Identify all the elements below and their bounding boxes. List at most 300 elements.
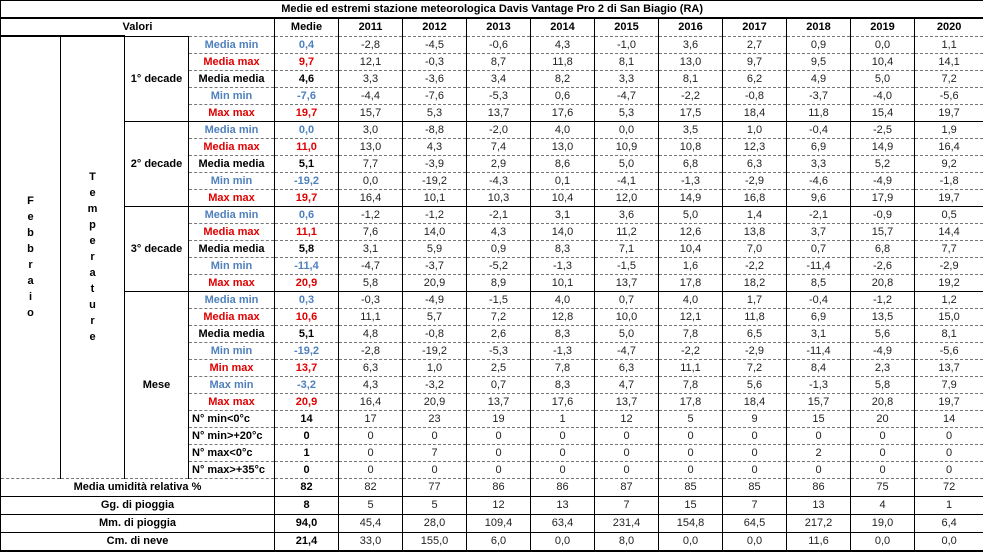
value-cell[interactable]: -4,7: [339, 257, 403, 274]
medie-cell[interactable]: 0: [275, 461, 339, 478]
value-cell[interactable]: 13,7: [595, 274, 659, 291]
value-cell[interactable]: 0: [403, 427, 467, 444]
value-cell[interactable]: 9,5: [787, 53, 851, 70]
value-cell[interactable]: -1,3: [787, 376, 851, 393]
value-cell[interactable]: 3,1: [531, 206, 595, 223]
value-cell[interactable]: -5,3: [467, 87, 531, 104]
value-cell[interactable]: -2,9: [723, 342, 787, 359]
value-cell[interactable]: -7,6: [403, 87, 467, 104]
value-cell[interactable]: 0: [659, 461, 723, 478]
value-cell[interactable]: -0,3: [339, 291, 403, 308]
value-cell[interactable]: 0: [851, 461, 915, 478]
value-cell[interactable]: 8,1: [595, 53, 659, 70]
value-cell[interactable]: -5,6: [915, 342, 983, 359]
value-cell[interactable]: 0,9: [467, 240, 531, 257]
value-cell[interactable]: 8,1: [659, 70, 723, 87]
value-cell[interactable]: 7,2: [467, 308, 531, 325]
value-cell[interactable]: 0: [531, 427, 595, 444]
value-cell[interactable]: 18,2: [723, 274, 787, 291]
value-cell[interactable]: 15,7: [339, 104, 403, 121]
value-cell[interactable]: 0: [723, 427, 787, 444]
value-cell[interactable]: 0,9: [787, 36, 851, 53]
value-cell[interactable]: 15,7: [787, 393, 851, 410]
value-cell[interactable]: -4,9: [851, 172, 915, 189]
value-cell[interactable]: -5,6: [915, 87, 983, 104]
value-cell[interactable]: -4,3: [467, 172, 531, 189]
value-cell[interactable]: 5,6: [851, 325, 915, 342]
value-cell[interactable]: 4,3: [403, 138, 467, 155]
value-cell[interactable]: 14,0: [403, 223, 467, 240]
value-cell[interactable]: 0,6: [531, 87, 595, 104]
value-cell[interactable]: 16,4: [339, 393, 403, 410]
value-cell[interactable]: 0: [531, 444, 595, 461]
value-cell[interactable]: -4,5: [403, 36, 467, 53]
value-cell[interactable]: 8,4: [787, 359, 851, 376]
value-cell[interactable]: 17,8: [659, 274, 723, 291]
value-cell[interactable]: 18,4: [723, 393, 787, 410]
medie-cell[interactable]: 21,4: [275, 532, 339, 551]
value-cell[interactable]: -0,9: [851, 206, 915, 223]
value-cell[interactable]: -3,6: [403, 70, 467, 87]
value-cell[interactable]: 0: [851, 427, 915, 444]
value-cell[interactable]: 3,5: [659, 121, 723, 138]
value-cell[interactable]: 86: [787, 478, 851, 496]
value-cell[interactable]: 8,7: [467, 53, 531, 70]
value-cell[interactable]: 154,8: [659, 514, 723, 532]
value-cell[interactable]: -2,0: [467, 121, 531, 138]
medie-cell[interactable]: 8: [275, 496, 339, 514]
value-cell[interactable]: -4,9: [403, 291, 467, 308]
value-cell[interactable]: 13,7: [595, 393, 659, 410]
value-cell[interactable]: 6,3: [723, 155, 787, 172]
value-cell[interactable]: -1,2: [403, 206, 467, 223]
value-cell[interactable]: 6,8: [659, 155, 723, 172]
value-cell[interactable]: 10,4: [659, 240, 723, 257]
value-cell[interactable]: 7,1: [595, 240, 659, 257]
value-cell[interactable]: 0,5: [915, 206, 983, 223]
value-cell[interactable]: 3,1: [339, 240, 403, 257]
value-cell[interactable]: 7,8: [659, 376, 723, 393]
value-cell[interactable]: 12,6: [659, 223, 723, 240]
value-cell[interactable]: -0,4: [787, 121, 851, 138]
value-cell[interactable]: 15,7: [851, 223, 915, 240]
value-cell[interactable]: 86: [531, 478, 595, 496]
value-cell[interactable]: 13,8: [723, 223, 787, 240]
value-cell[interactable]: -5,3: [467, 342, 531, 359]
value-cell[interactable]: 19,2: [915, 274, 983, 291]
value-cell[interactable]: 11,1: [339, 308, 403, 325]
value-cell[interactable]: 19,0: [851, 514, 915, 532]
value-cell[interactable]: 1,0: [723, 121, 787, 138]
value-cell[interactable]: 0: [595, 427, 659, 444]
value-cell[interactable]: 20: [851, 410, 915, 427]
value-cell[interactable]: 63,4: [531, 514, 595, 532]
value-cell[interactable]: 0: [339, 444, 403, 461]
value-cell[interactable]: 1,7: [723, 291, 787, 308]
value-cell[interactable]: 0,1: [531, 172, 595, 189]
value-cell[interactable]: 87: [595, 478, 659, 496]
value-cell[interactable]: -0,6: [467, 36, 531, 53]
value-cell[interactable]: 3,4: [467, 70, 531, 87]
value-cell[interactable]: -1,2: [851, 291, 915, 308]
value-cell[interactable]: 3,6: [659, 36, 723, 53]
value-cell[interactable]: 0: [339, 427, 403, 444]
value-cell[interactable]: -4,7: [595, 342, 659, 359]
value-cell[interactable]: 10,3: [467, 189, 531, 206]
medie-cell[interactable]: 0,0: [275, 121, 339, 138]
value-cell[interactable]: 15: [659, 496, 723, 514]
value-cell[interactable]: 0,0: [723, 532, 787, 551]
value-cell[interactable]: 7,8: [659, 325, 723, 342]
value-cell[interactable]: -2,2: [659, 342, 723, 359]
value-cell[interactable]: 3,3: [595, 70, 659, 87]
value-cell[interactable]: 17,9: [851, 189, 915, 206]
value-cell[interactable]: 5,9: [403, 240, 467, 257]
value-cell[interactable]: -2,1: [467, 206, 531, 223]
value-cell[interactable]: -2,9: [915, 257, 983, 274]
value-cell[interactable]: 19,7: [915, 393, 983, 410]
value-cell[interactable]: -2,2: [659, 87, 723, 104]
value-cell[interactable]: 82: [339, 478, 403, 496]
value-cell[interactable]: 2,5: [467, 359, 531, 376]
value-cell[interactable]: 5,2: [851, 155, 915, 172]
value-cell[interactable]: 16,4: [915, 138, 983, 155]
value-cell[interactable]: 7,7: [915, 240, 983, 257]
value-cell[interactable]: 5,0: [851, 70, 915, 87]
medie-cell[interactable]: 19,7: [275, 189, 339, 206]
value-cell[interactable]: 6,5: [723, 325, 787, 342]
value-cell[interactable]: 13: [787, 496, 851, 514]
value-cell[interactable]: 1,6: [659, 257, 723, 274]
value-cell[interactable]: 0: [467, 461, 531, 478]
value-cell[interactable]: 0: [915, 461, 983, 478]
medie-cell[interactable]: 13,7: [275, 359, 339, 376]
medie-cell[interactable]: 0: [275, 427, 339, 444]
value-cell[interactable]: 85: [659, 478, 723, 496]
value-cell[interactable]: -4,9: [851, 342, 915, 359]
value-cell[interactable]: 8,6: [531, 155, 595, 172]
value-cell[interactable]: 15,4: [851, 104, 915, 121]
value-cell[interactable]: 77: [403, 478, 467, 496]
value-cell[interactable]: 13,0: [531, 138, 595, 155]
value-cell[interactable]: 14,1: [915, 53, 983, 70]
value-cell[interactable]: 7,9: [915, 376, 983, 393]
value-cell[interactable]: 4: [851, 496, 915, 514]
value-cell[interactable]: -1,8: [915, 172, 983, 189]
value-cell[interactable]: 0,7: [595, 291, 659, 308]
value-cell[interactable]: 17,8: [659, 393, 723, 410]
value-cell[interactable]: 5,3: [595, 104, 659, 121]
value-cell[interactable]: 0: [723, 444, 787, 461]
value-cell[interactable]: 16,4: [339, 189, 403, 206]
value-cell[interactable]: -2,8: [339, 36, 403, 53]
value-cell[interactable]: 7,2: [723, 359, 787, 376]
value-cell[interactable]: 0: [467, 427, 531, 444]
value-cell[interactable]: 20,8: [851, 393, 915, 410]
value-cell[interactable]: 2,7: [723, 36, 787, 53]
value-cell[interactable]: 0: [467, 444, 531, 461]
value-cell[interactable]: 155,0: [403, 532, 467, 551]
value-cell[interactable]: 10,4: [851, 53, 915, 70]
value-cell[interactable]: 1: [531, 410, 595, 427]
value-cell[interactable]: 0: [531, 461, 595, 478]
value-cell[interactable]: 72: [915, 478, 983, 496]
value-cell[interactable]: 3,6: [595, 206, 659, 223]
medie-cell[interactable]: 10,6: [275, 308, 339, 325]
value-cell[interactable]: 18,4: [723, 104, 787, 121]
value-cell[interactable]: -1,3: [531, 257, 595, 274]
value-cell[interactable]: 6,4: [915, 514, 983, 532]
value-cell[interactable]: 0,0: [915, 532, 983, 551]
value-cell[interactable]: 14: [915, 410, 983, 427]
value-cell[interactable]: 10,4: [531, 189, 595, 206]
value-cell[interactable]: 7: [723, 496, 787, 514]
value-cell[interactable]: 6,9: [787, 308, 851, 325]
value-cell[interactable]: 3,7: [787, 223, 851, 240]
value-cell[interactable]: 7: [595, 496, 659, 514]
value-cell[interactable]: 5: [403, 496, 467, 514]
value-cell[interactable]: 13,5: [851, 308, 915, 325]
medie-cell[interactable]: 5,1: [275, 155, 339, 172]
value-cell[interactable]: 0,0: [659, 532, 723, 551]
value-cell[interactable]: -2,6: [851, 257, 915, 274]
value-cell[interactable]: -0,3: [403, 53, 467, 70]
value-cell[interactable]: 4,0: [531, 291, 595, 308]
value-cell[interactable]: 4,0: [531, 121, 595, 138]
value-cell[interactable]: 10,8: [659, 138, 723, 155]
value-cell[interactable]: 3,0: [339, 121, 403, 138]
value-cell[interactable]: 13,7: [915, 359, 983, 376]
value-cell[interactable]: -1,3: [531, 342, 595, 359]
value-cell[interactable]: -4,6: [787, 172, 851, 189]
value-cell[interactable]: 12: [467, 496, 531, 514]
value-cell[interactable]: -0,8: [723, 87, 787, 104]
value-cell[interactable]: 4,0: [659, 291, 723, 308]
value-cell[interactable]: 1,0: [403, 359, 467, 376]
value-cell[interactable]: 75: [851, 478, 915, 496]
value-cell[interactable]: 12: [595, 410, 659, 427]
value-cell[interactable]: 33,0: [339, 532, 403, 551]
value-cell[interactable]: -11,4: [787, 342, 851, 359]
value-cell[interactable]: 6,2: [723, 70, 787, 87]
value-cell[interactable]: 13: [531, 496, 595, 514]
value-cell[interactable]: 11,1: [659, 359, 723, 376]
value-cell[interactable]: -19,2: [403, 342, 467, 359]
value-cell[interactable]: 5: [339, 496, 403, 514]
value-cell[interactable]: 7,2: [915, 70, 983, 87]
medie-cell[interactable]: 20,9: [275, 274, 339, 291]
value-cell[interactable]: 9: [723, 410, 787, 427]
value-cell[interactable]: -1,2: [339, 206, 403, 223]
medie-cell[interactable]: 19,7: [275, 104, 339, 121]
value-cell[interactable]: 0: [915, 427, 983, 444]
value-cell[interactable]: 0,0: [595, 121, 659, 138]
value-cell[interactable]: 3,3: [787, 155, 851, 172]
value-cell[interactable]: 5,8: [851, 376, 915, 393]
value-cell[interactable]: 5,3: [403, 104, 467, 121]
value-cell[interactable]: 2: [787, 444, 851, 461]
value-cell[interactable]: 5: [659, 410, 723, 427]
value-cell[interactable]: 10,0: [595, 308, 659, 325]
value-cell[interactable]: 11,2: [595, 223, 659, 240]
value-cell[interactable]: 1,1: [915, 36, 983, 53]
value-cell[interactable]: 6,3: [339, 359, 403, 376]
medie-cell[interactable]: 0,3: [275, 291, 339, 308]
value-cell[interactable]: 28,0: [403, 514, 467, 532]
value-cell[interactable]: 12,1: [339, 53, 403, 70]
value-cell[interactable]: 14,9: [851, 138, 915, 155]
medie-cell[interactable]: 11,0: [275, 138, 339, 155]
value-cell[interactable]: 5,8: [339, 274, 403, 291]
value-cell[interactable]: 11,8: [723, 308, 787, 325]
value-cell[interactable]: 5,6: [723, 376, 787, 393]
value-cell[interactable]: 17,6: [531, 393, 595, 410]
value-cell[interactable]: 14,9: [659, 189, 723, 206]
value-cell[interactable]: 20,8: [851, 274, 915, 291]
value-cell[interactable]: 17: [339, 410, 403, 427]
value-cell[interactable]: 8,2: [531, 70, 595, 87]
value-cell[interactable]: 12,1: [659, 308, 723, 325]
value-cell[interactable]: 1,4: [723, 206, 787, 223]
value-cell[interactable]: 11,6: [787, 532, 851, 551]
value-cell[interactable]: 0,0: [339, 172, 403, 189]
value-cell[interactable]: 0: [659, 427, 723, 444]
value-cell[interactable]: 0,7: [787, 240, 851, 257]
medie-cell[interactable]: 1: [275, 444, 339, 461]
value-cell[interactable]: 19,7: [915, 189, 983, 206]
value-cell[interactable]: 13,7: [467, 104, 531, 121]
value-cell[interactable]: 4,8: [339, 325, 403, 342]
value-cell[interactable]: 9,7: [723, 53, 787, 70]
value-cell[interactable]: 0: [339, 461, 403, 478]
value-cell[interactable]: 9,2: [915, 155, 983, 172]
value-cell[interactable]: 5,0: [595, 155, 659, 172]
value-cell[interactable]: 0: [787, 461, 851, 478]
value-cell[interactable]: 16,8: [723, 189, 787, 206]
medie-cell[interactable]: 14: [275, 410, 339, 427]
value-cell[interactable]: 10,1: [403, 189, 467, 206]
value-cell[interactable]: -3,7: [787, 87, 851, 104]
value-cell[interactable]: 19,7: [915, 104, 983, 121]
value-cell[interactable]: -2,9: [723, 172, 787, 189]
value-cell[interactable]: 0: [659, 444, 723, 461]
value-cell[interactable]: 45,4: [339, 514, 403, 532]
value-cell[interactable]: 0: [723, 461, 787, 478]
value-cell[interactable]: 15: [787, 410, 851, 427]
value-cell[interactable]: 4,3: [467, 223, 531, 240]
value-cell[interactable]: -1,3: [659, 172, 723, 189]
value-cell[interactable]: 0: [787, 427, 851, 444]
value-cell[interactable]: -3,7: [403, 257, 467, 274]
value-cell[interactable]: 4,9: [787, 70, 851, 87]
value-cell[interactable]: 5,0: [659, 206, 723, 223]
value-cell[interactable]: 19: [467, 410, 531, 427]
value-cell[interactable]: 0: [595, 444, 659, 461]
value-cell[interactable]: 13,7: [467, 393, 531, 410]
value-cell[interactable]: 6,9: [787, 138, 851, 155]
value-cell[interactable]: 11,8: [531, 53, 595, 70]
value-cell[interactable]: 14,4: [915, 223, 983, 240]
medie-cell[interactable]: 0,6: [275, 206, 339, 223]
medie-cell[interactable]: -19,2: [275, 172, 339, 189]
value-cell[interactable]: -4,1: [595, 172, 659, 189]
value-cell[interactable]: -3,2: [403, 376, 467, 393]
value-cell[interactable]: 0,0: [851, 36, 915, 53]
value-cell[interactable]: 8,0: [595, 532, 659, 551]
value-cell[interactable]: 10,9: [595, 138, 659, 155]
value-cell[interactable]: 12,0: [595, 189, 659, 206]
value-cell[interactable]: -5,2: [467, 257, 531, 274]
value-cell[interactable]: 8,3: [531, 325, 595, 342]
value-cell[interactable]: 7: [403, 444, 467, 461]
value-cell[interactable]: 5,7: [403, 308, 467, 325]
medie-cell[interactable]: 4,6: [275, 70, 339, 87]
medie-cell[interactable]: 9,7: [275, 53, 339, 70]
value-cell[interactable]: 3,1: [787, 325, 851, 342]
value-cell[interactable]: 8,1: [915, 325, 983, 342]
value-cell[interactable]: 20,9: [403, 393, 467, 410]
value-cell[interactable]: -0,4: [787, 291, 851, 308]
value-cell[interactable]: 85: [723, 478, 787, 496]
value-cell[interactable]: 12,8: [531, 308, 595, 325]
value-cell[interactable]: 4,3: [339, 376, 403, 393]
value-cell[interactable]: -19,2: [403, 172, 467, 189]
value-cell[interactable]: -0,8: [403, 325, 467, 342]
value-cell[interactable]: 14,0: [531, 223, 595, 240]
value-cell[interactable]: 17,5: [659, 104, 723, 121]
value-cell[interactable]: 7,0: [723, 240, 787, 257]
value-cell[interactable]: -2,1: [787, 206, 851, 223]
value-cell[interactable]: -2,5: [851, 121, 915, 138]
value-cell[interactable]: 17,6: [531, 104, 595, 121]
value-cell[interactable]: 8,9: [467, 274, 531, 291]
value-cell[interactable]: 64,5: [723, 514, 787, 532]
medie-cell[interactable]: -3,2: [275, 376, 339, 393]
value-cell[interactable]: 7,4: [467, 138, 531, 155]
value-cell[interactable]: 11,8: [787, 104, 851, 121]
value-cell[interactable]: 1,9: [915, 121, 983, 138]
value-cell[interactable]: 13,0: [659, 53, 723, 70]
value-cell[interactable]: -8,8: [403, 121, 467, 138]
value-cell[interactable]: 2,9: [467, 155, 531, 172]
medie-cell[interactable]: 5,8: [275, 240, 339, 257]
medie-cell[interactable]: 82: [275, 478, 339, 496]
medie-cell[interactable]: 11,1: [275, 223, 339, 240]
value-cell[interactable]: -11,4: [787, 257, 851, 274]
value-cell[interactable]: 6,0: [467, 532, 531, 551]
value-cell[interactable]: -3,9: [403, 155, 467, 172]
value-cell[interactable]: 13,0: [339, 138, 403, 155]
value-cell[interactable]: 2,6: [467, 325, 531, 342]
medie-cell[interactable]: -19,2: [275, 342, 339, 359]
value-cell[interactable]: 9,6: [787, 189, 851, 206]
value-cell[interactable]: 86: [467, 478, 531, 496]
value-cell[interactable]: -1,5: [467, 291, 531, 308]
value-cell[interactable]: 2,3: [851, 359, 915, 376]
value-cell[interactable]: -1,5: [595, 257, 659, 274]
value-cell[interactable]: 0: [915, 444, 983, 461]
value-cell[interactable]: 0,0: [851, 532, 915, 551]
value-cell[interactable]: 4,7: [595, 376, 659, 393]
value-cell[interactable]: 3,3: [339, 70, 403, 87]
medie-cell[interactable]: 20,9: [275, 393, 339, 410]
value-cell[interactable]: 1: [915, 496, 983, 514]
value-cell[interactable]: 109,4: [467, 514, 531, 532]
value-cell[interactable]: 217,2: [787, 514, 851, 532]
value-cell[interactable]: 12,3: [723, 138, 787, 155]
value-cell[interactable]: -2,8: [339, 342, 403, 359]
value-cell[interactable]: 8,5: [787, 274, 851, 291]
